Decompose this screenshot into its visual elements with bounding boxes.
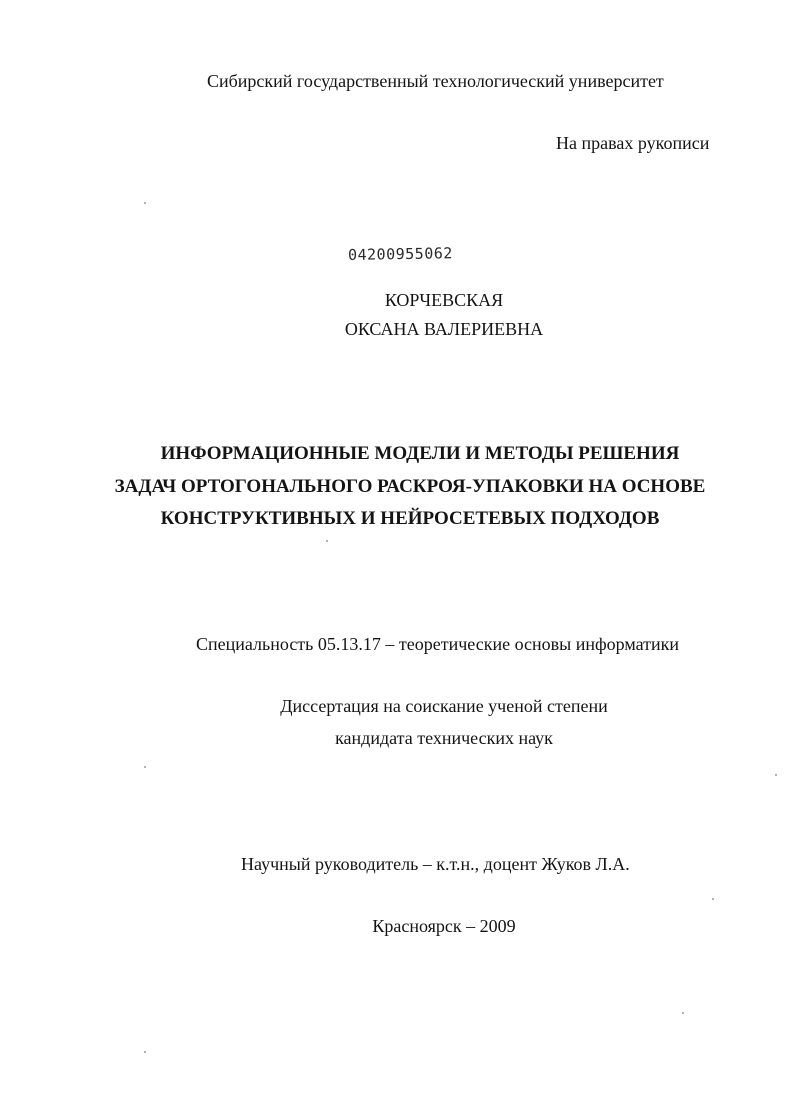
scan-speck [326,540,328,542]
scan-speck [144,1051,146,1053]
scan-speck [712,898,714,900]
title-line-2: ЗАДАЧ ОРТОГОНАЛЬНОГО РАСКРОЯ-УПАКОВКИ НА ОСНОВЕ [114,476,706,497]
place-and-year: Красноярск – 2009 [372,916,516,936]
scan-speck [144,202,146,204]
title-line-3: КОНСТРУКТИВНЫХ И НЕЙРОСЕТЕВЫХ ПОДХОДОВ [160,508,660,529]
registration-number-stamp: 04200955062 [347,244,453,264]
scan-speck [144,766,146,768]
author-surname: КОРЧЕВСКАЯ [384,290,504,310]
scan-speck [775,774,777,776]
supervisor: Научный руководитель – к.т.н., доцент Жуков Л.А. [241,854,630,874]
degree-line-2: кандидата технических наук [335,728,553,748]
university-name: Сибирский государственный технологический университет [207,71,664,91]
specialty: Специальность 05.13.17 – теоретические основы информатики [196,634,680,654]
manuscript-rights-note: На правах рукописи [556,133,710,153]
author-given-names: ОКСАНА ВАЛЕРИЕВНА [344,319,544,339]
title-line-1: ИНФОРМАЦИОННЫЕ МОДЕЛИ И МЕТОДЫ РЕШЕНИЯ [160,443,680,464]
degree-line-1: Диссертация на соискание ученой степени [280,696,608,716]
scan-speck [682,1012,684,1014]
